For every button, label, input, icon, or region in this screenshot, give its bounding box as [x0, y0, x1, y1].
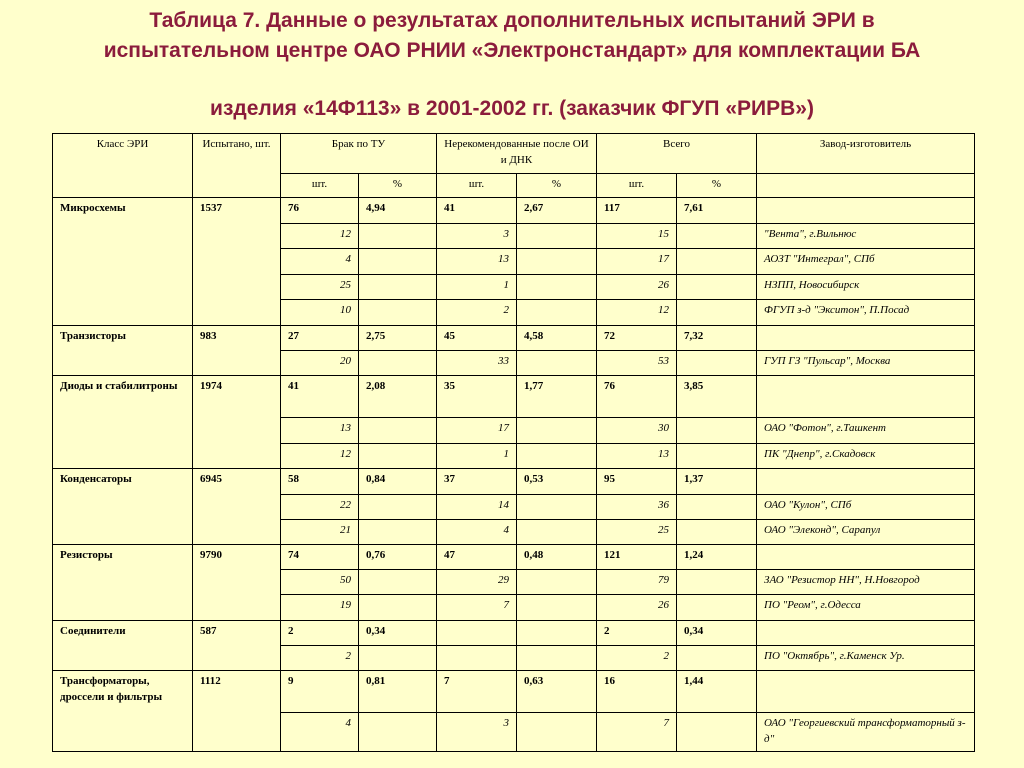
total-pct-cell [677, 713, 757, 752]
total-pcs-cell: 12 [597, 300, 677, 326]
defect-pct-cell [359, 351, 437, 376]
total-pct-cell: 1,24 [677, 545, 757, 570]
notrec-pct-cell [517, 418, 597, 444]
tested-cell: 1974 [193, 376, 281, 469]
header-maker: Завод-изготовитель [757, 134, 975, 174]
total-pct-cell [677, 595, 757, 621]
defect-pct-cell [359, 570, 437, 595]
defect-pct-cell: 0,84 [359, 469, 437, 495]
header-class: Класс ЭРИ [53, 134, 193, 198]
manufacturer-cell: "Вента", г.Вильнюс [757, 224, 975, 249]
notrec-pcs-cell: 17 [437, 418, 517, 444]
notrec-pct-cell [517, 300, 597, 326]
notrec-pcs-cell: 1 [437, 444, 517, 469]
total-pct-cell: 7,32 [677, 326, 757, 351]
total-pcs-cell: 25 [597, 520, 677, 545]
total-pcs-cell: 117 [597, 198, 677, 224]
notrec-pct-cell [517, 595, 597, 621]
defect-pcs-cell: 21 [281, 520, 359, 545]
manufacturer-cell: ПО "Октябрь", г.Каменск Ур. [757, 646, 975, 671]
defect-pcs-cell: 12 [281, 444, 359, 469]
defect-pcs-cell: 58 [281, 469, 359, 495]
total-pct-cell [677, 275, 757, 300]
defect-pcs-cell: 41 [281, 376, 359, 418]
manufacturer-cell: ОАО "Элеконд", Сарапул [757, 520, 975, 545]
defect-pct-cell [359, 300, 437, 326]
notrec-pcs-cell: 29 [437, 570, 517, 595]
title-line-2: испытательном центре ОАО РНИИ «Электронстандарт» для комплектации БА [103, 39, 921, 62]
defect-pcs-cell: 74 [281, 545, 359, 570]
total-pct-cell [677, 224, 757, 249]
manufacturer-cell: ГУП ГЗ "Пульсар", Москва [757, 351, 975, 376]
defect-pct-cell [359, 713, 437, 752]
notrec-pcs-cell: 4 [437, 520, 517, 545]
maker-cell [757, 326, 975, 351]
notrec-pcs-cell: 35 [437, 376, 517, 418]
maker-cell [757, 621, 975, 646]
notrec-pcs-cell: 33 [437, 351, 517, 376]
header-total: Всего [597, 134, 757, 174]
group-summary-row [53, 326, 975, 351]
class-cell: Диоды и стабилитроны [53, 376, 193, 469]
defect-pcs-cell: 25 [281, 275, 359, 300]
total-pcs-cell: 30 [597, 418, 677, 444]
notrec-pct-cell [517, 713, 597, 752]
subheader-total-pct: % [677, 174, 757, 198]
group-summary-row [53, 671, 975, 713]
total-pcs-cell: 15 [597, 224, 677, 249]
total-pct-cell: 1,37 [677, 469, 757, 495]
notrec-pcs-cell: 7 [437, 671, 517, 713]
tested-cell: 983 [193, 326, 281, 376]
notrec-pct-cell [517, 570, 597, 595]
notrec-pct-cell [517, 520, 597, 545]
notrec-pct-cell [517, 249, 597, 275]
defect-pcs-cell: 22 [281, 495, 359, 520]
total-pct-cell [677, 351, 757, 376]
notrec-pcs-cell: 41 [437, 198, 517, 224]
header-notrec: Нерекомендованные после ОИ и ДНК [437, 134, 597, 174]
maker-cell [757, 376, 975, 418]
manufacturer-cell: ЗАО "Резистор НН", Н.Новгород [757, 570, 975, 595]
total-pcs-cell: 2 [597, 646, 677, 671]
notrec-pct-cell [517, 621, 597, 646]
defect-pcs-cell: 19 [281, 595, 359, 621]
notrec-pct-cell: 1,77 [517, 376, 597, 418]
notrec-pcs-cell: 3 [437, 224, 517, 249]
notrec-pct-cell: 2,67 [517, 198, 597, 224]
subheader-notrec-pct: % [517, 174, 597, 198]
total-pct-cell: 0,34 [677, 621, 757, 646]
defect-pcs-cell: 10 [281, 300, 359, 326]
group-summary-row [53, 376, 975, 418]
total-pcs-cell: 72 [597, 326, 677, 351]
defect-pct-cell [359, 224, 437, 249]
defect-pct-cell [359, 444, 437, 469]
header-tested: Испытано, шт. [193, 134, 281, 198]
tested-cell: 9790 [193, 545, 281, 621]
total-pct-cell: 7,61 [677, 198, 757, 224]
notrec-pcs-cell: 47 [437, 545, 517, 570]
notrec-pct-cell: 0,53 [517, 469, 597, 495]
total-pcs-cell: 95 [597, 469, 677, 495]
total-pct-cell [677, 520, 757, 545]
total-pcs-cell: 2 [597, 621, 677, 646]
total-pct-cell: 1,44 [677, 671, 757, 713]
total-pct-cell [677, 300, 757, 326]
defect-pct-cell: 0,34 [359, 621, 437, 646]
notrec-pct-cell: 4,58 [517, 326, 597, 351]
manufacturer-cell: ПО "Реом", г.Одесса [757, 595, 975, 621]
total-pcs-cell: 16 [597, 671, 677, 713]
notrec-pcs-cell: 45 [437, 326, 517, 351]
notrec-pcs-cell [437, 646, 517, 671]
table-body [53, 198, 975, 752]
subheader-total-pcs: шт. [597, 174, 677, 198]
subheader-defect-pct: % [359, 174, 437, 198]
defect-pcs-cell: 12 [281, 224, 359, 249]
maker-cell [757, 198, 975, 224]
class-cell: Транзисторы [53, 326, 193, 376]
manufacturer-cell: ФГУП з-д "Экситон", П.Посад [757, 300, 975, 326]
manufacturer-cell: АОЗТ "Интеграл", СПб [757, 249, 975, 275]
notrec-pct-cell: 0,48 [517, 545, 597, 570]
total-pcs-cell: 121 [597, 545, 677, 570]
notrec-pcs-cell: 2 [437, 300, 517, 326]
manufacturer-cell: ОАО "Кулон", СПб [757, 495, 975, 520]
defect-pcs-cell: 2 [281, 621, 359, 646]
total-pcs-cell: 79 [597, 570, 677, 595]
defect-pct-cell [359, 418, 437, 444]
total-pcs-cell: 76 [597, 376, 677, 418]
defect-pct-cell: 2,75 [359, 326, 437, 351]
subheader-maker [757, 174, 975, 198]
header-defect: Брак по ТУ [281, 134, 437, 174]
total-pct-cell [677, 646, 757, 671]
defect-pcs-cell: 27 [281, 326, 359, 351]
notrec-pct-cell [517, 351, 597, 376]
defect-pct-cell [359, 595, 437, 621]
total-pcs-cell: 26 [597, 595, 677, 621]
notrec-pct-cell: 0,63 [517, 671, 597, 713]
defect-pcs-cell: 50 [281, 570, 359, 595]
manufacturer-cell: ПК "Днепр", г.Скадовск [757, 444, 975, 469]
total-pct-cell: 3,85 [677, 376, 757, 418]
title-line-3: изделия «14Ф113» в 2001-2002 гг. (заказчик ФГУП «РИРВ») [210, 97, 814, 120]
notrec-pcs-cell: 37 [437, 469, 517, 495]
manufacturer-cell: НЗПП, Новосибирск [757, 275, 975, 300]
defect-pcs-cell: 76 [281, 198, 359, 224]
total-pcs-cell: 13 [597, 444, 677, 469]
defect-pcs-cell: 9 [281, 671, 359, 713]
group-summary-row [53, 545, 975, 570]
title-line-1: Таблица 7. Данные о результатах дополнительных испытаний ЭРИ в [149, 9, 875, 32]
results-table [52, 133, 975, 752]
notrec-pct-cell [517, 495, 597, 520]
maker-cell [757, 469, 975, 495]
total-pcs-cell: 53 [597, 351, 677, 376]
notrec-pcs-cell: 13 [437, 249, 517, 275]
defect-pct-cell [359, 520, 437, 545]
defect-pct-cell: 0,81 [359, 671, 437, 713]
group-summary-row [53, 621, 975, 646]
class-cell: Трансформаторы, дроссели и фильтры [53, 671, 193, 752]
notrec-pcs-cell: 7 [437, 595, 517, 621]
notrec-pct-cell [517, 646, 597, 671]
total-pcs-cell: 17 [597, 249, 677, 275]
defect-pcs-cell: 13 [281, 418, 359, 444]
subheader-notrec-pcs: шт. [437, 174, 517, 198]
defect-pcs-cell: 2 [281, 646, 359, 671]
defect-pcs-cell: 4 [281, 713, 359, 752]
class-cell: Микросхемы [53, 198, 193, 326]
defect-pct-cell [359, 646, 437, 671]
tested-cell: 1112 [193, 671, 281, 752]
tested-cell: 587 [193, 621, 281, 671]
header-row [53, 134, 975, 174]
total-pct-cell [677, 249, 757, 275]
defect-pct-cell: 2,08 [359, 376, 437, 418]
tested-cell: 1537 [193, 198, 281, 326]
total-pct-cell [677, 444, 757, 469]
manufacturer-cell: ОАО "Георгиевский трансформаторный з-д" [757, 713, 975, 752]
defect-pct-cell: 0,76 [359, 545, 437, 570]
defect-pct-cell: 4,94 [359, 198, 437, 224]
total-pcs-cell: 36 [597, 495, 677, 520]
notrec-pct-cell [517, 444, 597, 469]
notrec-pcs-cell: 1 [437, 275, 517, 300]
class-cell: Резисторы [53, 545, 193, 621]
maker-cell [757, 545, 975, 570]
defect-pct-cell [359, 495, 437, 520]
notrec-pcs-cell: 14 [437, 495, 517, 520]
notrec-pct-cell [517, 224, 597, 249]
tested-cell: 6945 [193, 469, 281, 545]
total-pct-cell [677, 570, 757, 595]
total-pct-cell [677, 418, 757, 444]
manufacturer-cell: ОАО "Фотон", г.Ташкент [757, 418, 975, 444]
maker-cell [757, 671, 975, 713]
notrec-pcs-cell [437, 621, 517, 646]
notrec-pcs-cell: 3 [437, 713, 517, 752]
total-pcs-cell: 7 [597, 713, 677, 752]
defect-pcs-cell: 20 [281, 351, 359, 376]
defect-pct-cell [359, 275, 437, 300]
group-summary-row [53, 198, 975, 224]
class-cell: Конденсаторы [53, 469, 193, 545]
group-summary-row [53, 469, 975, 495]
subheader-defect-pcs: шт. [281, 174, 359, 198]
notrec-pct-cell [517, 275, 597, 300]
total-pct-cell [677, 495, 757, 520]
total-pcs-cell: 26 [597, 275, 677, 300]
class-cell: Соединители [53, 621, 193, 671]
defect-pct-cell [359, 249, 437, 275]
defect-pcs-cell: 4 [281, 249, 359, 275]
